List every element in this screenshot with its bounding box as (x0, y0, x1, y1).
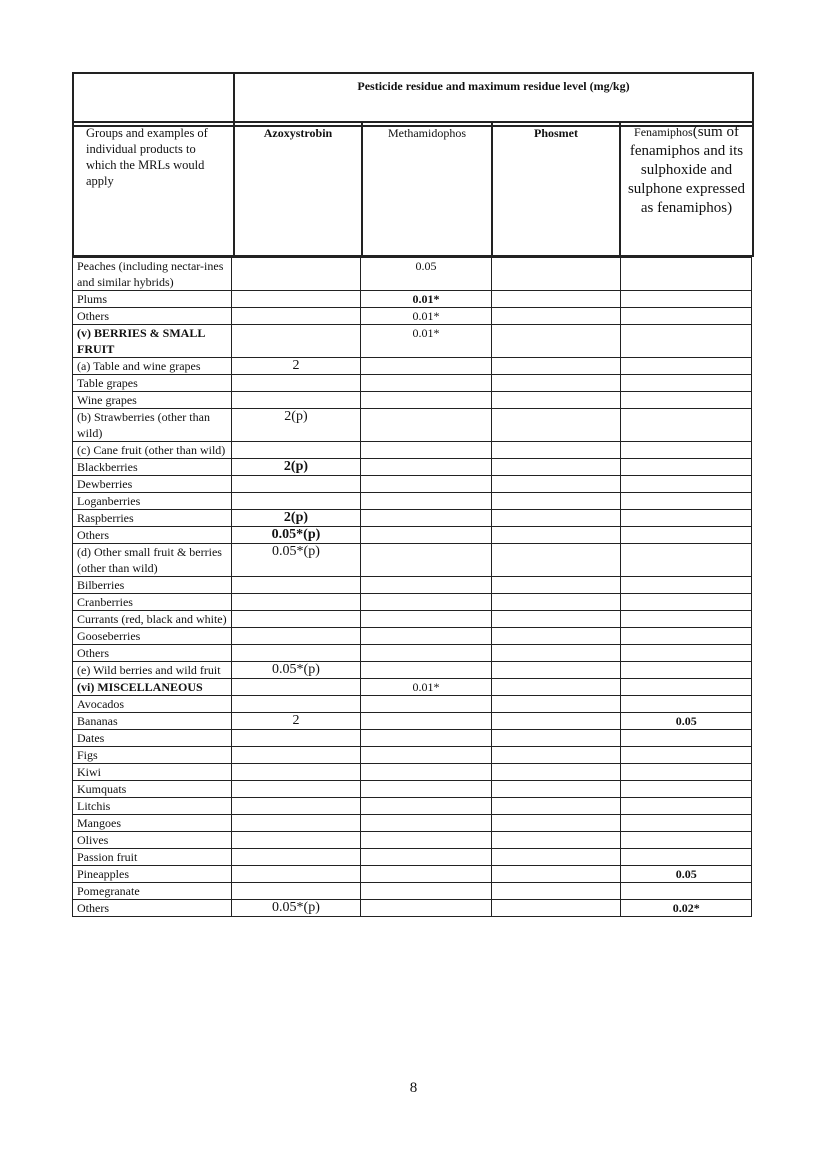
product-name-cell: Cranberries (73, 594, 232, 611)
phosmet-cell (491, 730, 621, 747)
phosmet-cell (491, 849, 621, 866)
product-name-cell: Loganberries (73, 493, 232, 510)
fenamiphos-cell (621, 594, 752, 611)
fenamiphos-cell (621, 696, 752, 713)
table-row (73, 662, 752, 679)
product-name-cell: Table grapes (73, 375, 232, 392)
methamidophos-cell (361, 409, 492, 442)
fenamiphos-cell (621, 747, 752, 764)
product-name-cell: Kiwi (73, 764, 232, 781)
fenamiphos-cell (621, 798, 752, 815)
phosmet-cell (491, 798, 621, 815)
fenamiphos-cell (621, 308, 752, 325)
header-methamidophos: Methamidophos (362, 122, 492, 256)
table-row (73, 832, 752, 849)
fenamiphos-cell (621, 849, 752, 866)
azoxystrobin-cell (231, 747, 361, 764)
methamidophos-cell (361, 527, 492, 544)
phosmet-cell (491, 747, 621, 764)
product-name-cell: Olives (73, 832, 232, 849)
fenamiphos-cell (621, 459, 752, 476)
methamidophos-cell (361, 577, 492, 594)
table-row (73, 679, 752, 696)
product-name-cell: Pomegranate (73, 883, 232, 900)
fenamiphos-cell (621, 662, 752, 679)
phosmet-cell (491, 459, 621, 476)
fenamiphos-cell (621, 577, 752, 594)
product-name-cell: Bananas (73, 713, 232, 730)
product-name-cell: Figs (73, 747, 232, 764)
phosmet-cell (491, 679, 621, 696)
phosmet-cell (491, 510, 621, 527)
product-name-cell: (c) Cane fruit (other than wild) (73, 442, 232, 459)
table-row (73, 358, 752, 375)
phosmet-cell (491, 832, 621, 849)
methamidophos-cell (361, 764, 492, 781)
phosmet-cell (491, 713, 621, 730)
methamidophos-cell: 0.01* (361, 291, 492, 308)
table-row (73, 442, 752, 459)
phosmet-cell (491, 628, 621, 645)
methamidophos-cell (361, 747, 492, 764)
fenamiphos-cell (621, 611, 752, 628)
table-row (73, 628, 752, 645)
table-row (73, 798, 752, 815)
azoxystrobin-cell (231, 442, 361, 459)
product-name-cell: (d) Other small fruit & berries (other than wild) (73, 544, 232, 577)
phosmet-cell (491, 815, 621, 832)
product-name-cell: Bilberries (73, 577, 232, 594)
product-name-cell: Pineapples (73, 866, 232, 883)
product-name-cell: Dewberries (73, 476, 232, 493)
product-name-cell: Currants (red, black and white) (73, 611, 232, 628)
table-row (73, 781, 752, 798)
product-name-cell: Litchis (73, 798, 232, 815)
azoxystrobin-cell (231, 291, 361, 308)
table-row (73, 308, 752, 325)
phosmet-cell (491, 611, 621, 628)
header-table (72, 121, 754, 257)
methamidophos-cell (361, 442, 492, 459)
table-row (73, 493, 752, 510)
azoxystrobin-cell: 0.05*(p) (231, 527, 361, 544)
methamidophos-cell (361, 358, 492, 375)
phosmet-cell (491, 325, 621, 358)
page-number: 8 (409, 1080, 418, 1096)
azoxystrobin-cell (231, 493, 361, 510)
product-name-cell: Others (73, 645, 232, 662)
table-row (73, 747, 752, 764)
fenamiphos-cell (621, 883, 752, 900)
phosmet-cell (491, 662, 621, 679)
residue-table-body (73, 258, 752, 917)
azoxystrobin-cell: 2(p) (231, 459, 361, 476)
azoxystrobin-cell (231, 832, 361, 849)
azoxystrobin-cell (231, 798, 361, 815)
title-table (72, 72, 754, 127)
phosmet-cell (491, 544, 621, 577)
table-row (73, 696, 752, 713)
azoxystrobin-cell: 2(p) (231, 409, 361, 442)
azoxystrobin-cell (231, 628, 361, 645)
residue-table (72, 257, 752, 917)
product-name-cell: Others (73, 527, 232, 544)
table-row (73, 392, 752, 409)
phosmet-cell (491, 764, 621, 781)
fenamiphos-cell (621, 815, 752, 832)
methamidophos-cell (361, 645, 492, 662)
methamidophos-cell (361, 713, 492, 730)
table-row (73, 764, 752, 781)
fenamiphos-cell: 0.05 (621, 866, 752, 883)
methamidophos-cell (361, 832, 492, 849)
fenamiphos-cell (621, 527, 752, 544)
azoxystrobin-cell (231, 258, 361, 291)
table-row (73, 866, 752, 883)
azoxystrobin-cell (231, 730, 361, 747)
fenamiphos-cell (621, 781, 752, 798)
fenamiphos-prefix: Fenamiphos (634, 125, 693, 139)
product-name-cell: Raspberries (73, 510, 232, 527)
fenamiphos-suffix: (sum of fenamiphos and its sulphoxide and sulphone expressed as fenamiphos) (627, 124, 746, 216)
methamidophos-cell (361, 883, 492, 900)
azoxystrobin-cell (231, 325, 361, 358)
phosmet-cell (491, 577, 621, 594)
azoxystrobin-cell (231, 764, 361, 781)
fenamiphos-cell (621, 325, 752, 358)
methamidophos-cell (361, 781, 492, 798)
azoxystrobin-cell (231, 645, 361, 662)
table-row (73, 713, 752, 730)
azoxystrobin-cell (231, 476, 361, 493)
fenamiphos-cell (621, 832, 752, 849)
table-row (73, 577, 752, 594)
title-blank-cell (73, 73, 234, 126)
phosmet-cell (491, 883, 621, 900)
methamidophos-cell (361, 476, 492, 493)
methamidophos-cell (361, 815, 492, 832)
product-name-cell: Dates (73, 730, 232, 747)
table-row (73, 527, 752, 544)
azoxystrobin-cell (231, 781, 361, 798)
phosmet-cell (491, 291, 621, 308)
phosmet-cell (491, 442, 621, 459)
azoxystrobin-cell (231, 849, 361, 866)
phosmet-cell (491, 645, 621, 662)
azoxystrobin-cell (231, 308, 361, 325)
fenamiphos-cell (621, 510, 752, 527)
methamidophos-cell (361, 459, 492, 476)
table-row (73, 291, 752, 308)
fenamiphos-cell (621, 392, 752, 409)
product-name-cell: Blackberries (73, 459, 232, 476)
azoxystrobin-cell (231, 696, 361, 713)
product-name-cell: (e) Wild berries and wild fruit (73, 662, 232, 679)
phosmet-cell (491, 900, 621, 917)
table-row (73, 611, 752, 628)
phosmet-cell (491, 527, 621, 544)
phosmet-cell (491, 375, 621, 392)
phosmet-cell (491, 493, 621, 510)
table-row (73, 883, 752, 900)
azoxystrobin-cell (231, 883, 361, 900)
phosmet-cell (491, 308, 621, 325)
phosmet-cell (491, 409, 621, 442)
table-row (73, 325, 752, 358)
methamidophos-cell (361, 628, 492, 645)
fenamiphos-cell (621, 628, 752, 645)
product-name-cell: Gooseberries (73, 628, 232, 645)
methamidophos-cell (361, 544, 492, 577)
methamidophos-cell: 0.05 (361, 258, 492, 291)
azoxystrobin-cell: 2 (231, 358, 361, 375)
phosmet-cell (491, 594, 621, 611)
methamidophos-cell (361, 493, 492, 510)
methamidophos-cell (361, 900, 492, 917)
azoxystrobin-cell (231, 375, 361, 392)
table-title: Pesticide residue and maximum residue level (mg/kg) (234, 73, 753, 126)
methamidophos-cell: 0.01* (361, 308, 492, 325)
fenamiphos-cell (621, 493, 752, 510)
product-name-cell: Mangoes (73, 815, 232, 832)
header-azoxystrobin: Azoxystrobin (234, 122, 362, 256)
product-name-cell: Peaches (including nectar-ines and similar hybrids) (73, 258, 232, 291)
phosmet-cell (491, 258, 621, 291)
product-name-cell: (v) BERRIES & SMALL FRUIT (73, 325, 232, 358)
table-row (73, 258, 752, 291)
table-row (73, 476, 752, 493)
methamidophos-cell (361, 375, 492, 392)
azoxystrobin-cell: 0.05*(p) (231, 900, 361, 917)
table-row (73, 594, 752, 611)
table-row (73, 849, 752, 866)
product-name-cell: (a) Table and wine grapes (73, 358, 232, 375)
fenamiphos-cell: 0.02* (621, 900, 752, 917)
methamidophos-cell (361, 849, 492, 866)
table-row (73, 900, 752, 917)
product-name-cell: (vi) MISCELLANEOUS (73, 679, 232, 696)
product-name-cell: Passion fruit (73, 849, 232, 866)
fenamiphos-cell (621, 258, 752, 291)
product-name-cell: (b) Strawberries (other than wild) (73, 409, 232, 442)
table-row (73, 815, 752, 832)
azoxystrobin-cell (231, 679, 361, 696)
azoxystrobin-cell: 2(p) (231, 510, 361, 527)
fenamiphos-cell (621, 476, 752, 493)
phosmet-cell (491, 476, 621, 493)
table-row (73, 375, 752, 392)
fenamiphos-cell (621, 645, 752, 662)
azoxystrobin-cell (231, 815, 361, 832)
azoxystrobin-cell (231, 577, 361, 594)
fenamiphos-cell (621, 679, 752, 696)
methamidophos-cell: 0.01* (361, 679, 492, 696)
product-name-cell: Others (73, 308, 232, 325)
methamidophos-cell (361, 866, 492, 883)
azoxystrobin-cell (231, 594, 361, 611)
phosmet-cell (491, 866, 621, 883)
product-name-cell: Others (73, 900, 232, 917)
methamidophos-cell (361, 510, 492, 527)
methamidophos-cell (361, 611, 492, 628)
methamidophos-cell (361, 594, 492, 611)
table-row (73, 409, 752, 442)
fenamiphos-cell (621, 291, 752, 308)
methamidophos-cell (361, 662, 492, 679)
azoxystrobin-cell (231, 866, 361, 883)
table-row (73, 459, 752, 476)
fenamiphos-cell: 0.05 (621, 713, 752, 730)
azoxystrobin-cell: 0.05*(p) (231, 544, 361, 577)
product-name-cell: Kumquats (73, 781, 232, 798)
fenamiphos-cell (621, 544, 752, 577)
table-row (73, 730, 752, 747)
fenamiphos-cell (621, 442, 752, 459)
table-row (73, 645, 752, 662)
product-name-cell: Wine grapes (73, 392, 232, 409)
fenamiphos-cell (621, 764, 752, 781)
fenamiphos-cell (621, 409, 752, 442)
azoxystrobin-cell: 0.05*(p) (231, 662, 361, 679)
header-group: Groups and examples of individual products to which the MRLs would apply (73, 122, 234, 256)
phosmet-cell (491, 392, 621, 409)
fenamiphos-cell (621, 375, 752, 392)
fenamiphos-cell (621, 730, 752, 747)
azoxystrobin-cell: 2 (231, 713, 361, 730)
azoxystrobin-cell (231, 611, 361, 628)
phosmet-cell (491, 696, 621, 713)
header-phosmet: Phosmet (492, 122, 620, 256)
methamidophos-cell (361, 798, 492, 815)
fenamiphos-cell (621, 358, 752, 375)
methamidophos-cell: 0.01* (361, 325, 492, 358)
table-row (73, 510, 752, 527)
methamidophos-cell (361, 730, 492, 747)
azoxystrobin-cell (231, 392, 361, 409)
table-row (73, 544, 752, 577)
product-name-cell: Avocados (73, 696, 232, 713)
methamidophos-cell (361, 696, 492, 713)
phosmet-cell (491, 781, 621, 798)
methamidophos-cell (361, 392, 492, 409)
header-fenamiphos (620, 122, 753, 256)
phosmet-cell (491, 358, 621, 375)
product-name-cell: Plums (73, 291, 232, 308)
